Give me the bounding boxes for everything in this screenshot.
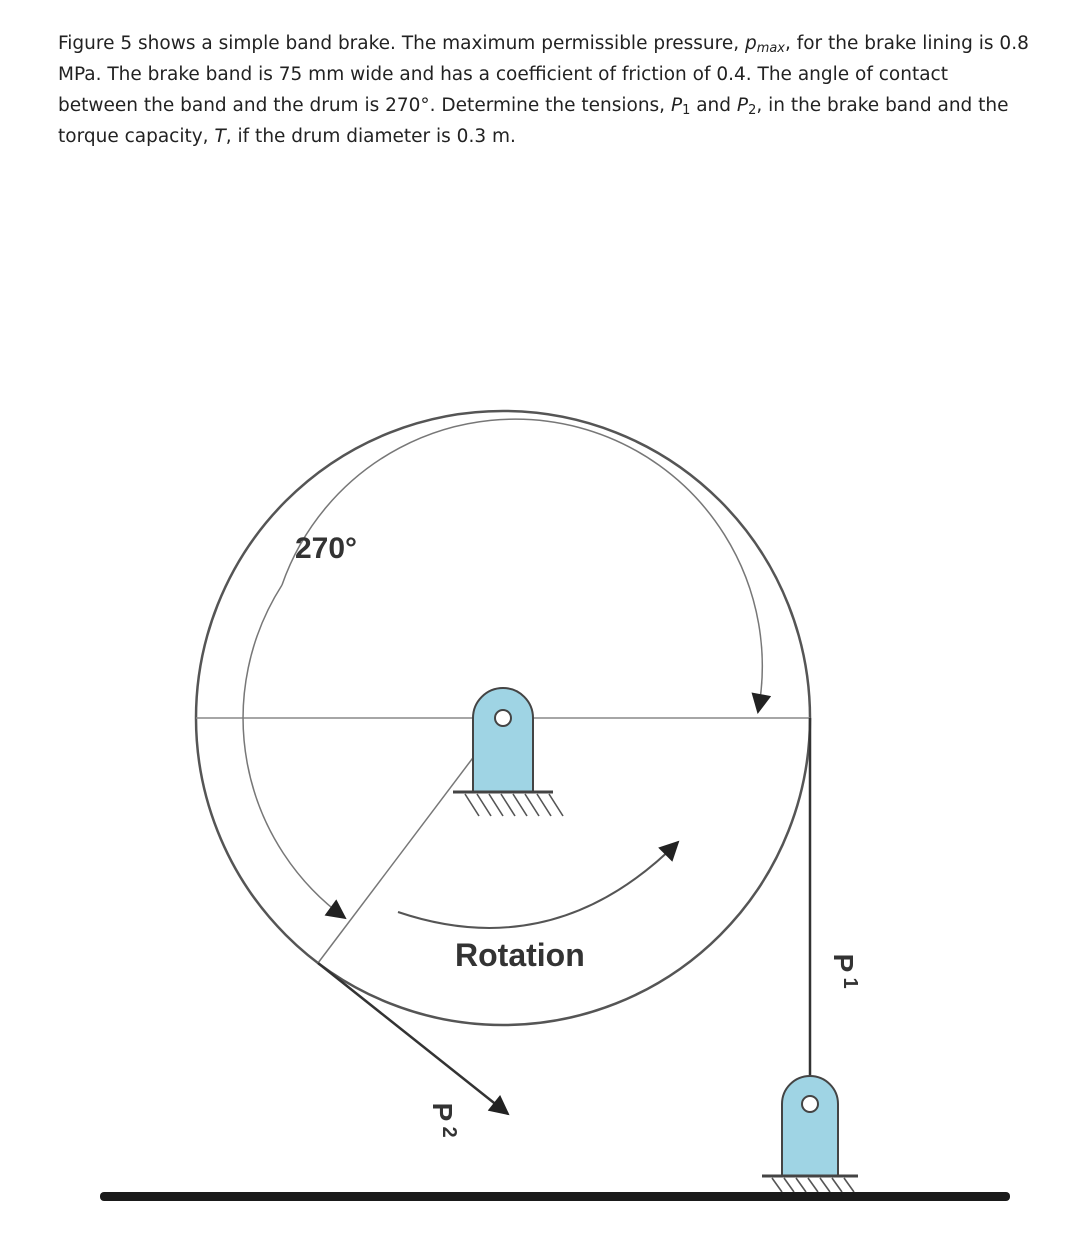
ground-bar — [100, 1192, 1010, 1201]
rotation-arrow — [398, 842, 678, 928]
p1-subscript: 1 — [682, 103, 691, 118]
angle-arc-lower — [243, 585, 345, 918]
p1-label — [828, 954, 859, 973]
pmax-subscript: max — [756, 41, 785, 56]
p2-subscript: 2 — [748, 103, 757, 118]
p2-symbol: P — [736, 95, 749, 116]
and-word: and — [690, 95, 737, 116]
band-p2-segment — [318, 963, 508, 1114]
p2-label-sub-group — [438, 1126, 460, 1137]
center-support — [453, 688, 563, 816]
p2-label-sub: 2 — [438, 1126, 460, 1138]
torque-symbol: T — [214, 126, 226, 147]
right-support — [762, 1076, 858, 1192]
problem-part3: , in the brake band and the torque capacity, — [58, 95, 1009, 147]
p1-label-sub-group — [839, 977, 861, 988]
problem-part4: , if the drum diameter is 0.3 m. — [225, 126, 516, 147]
problem-part2: , for the brake lining is 0.8 MPa. The brake band is 75 mm wide and has a coefficient of friction of 0.4. The angle of contact between the band and the drum is 270°. Determine the tensions, — [58, 33, 1029, 116]
pmax-symbol: p — [745, 33, 757, 54]
p1-label-sub: 1 — [839, 977, 861, 989]
p2-label-main: P — [427, 1102, 458, 1122]
angle-arc-upper — [282, 419, 762, 712]
rotation-label: Rotation — [455, 937, 585, 973]
p1-label-main: P — [828, 953, 859, 973]
problem-intro: Figure 5 shows a simple band brake. The maximum permissible pressure, — [58, 33, 746, 54]
angle-label: 270° — [295, 532, 358, 565]
p2-label — [427, 1103, 458, 1122]
p1-symbol: P — [670, 95, 683, 116]
